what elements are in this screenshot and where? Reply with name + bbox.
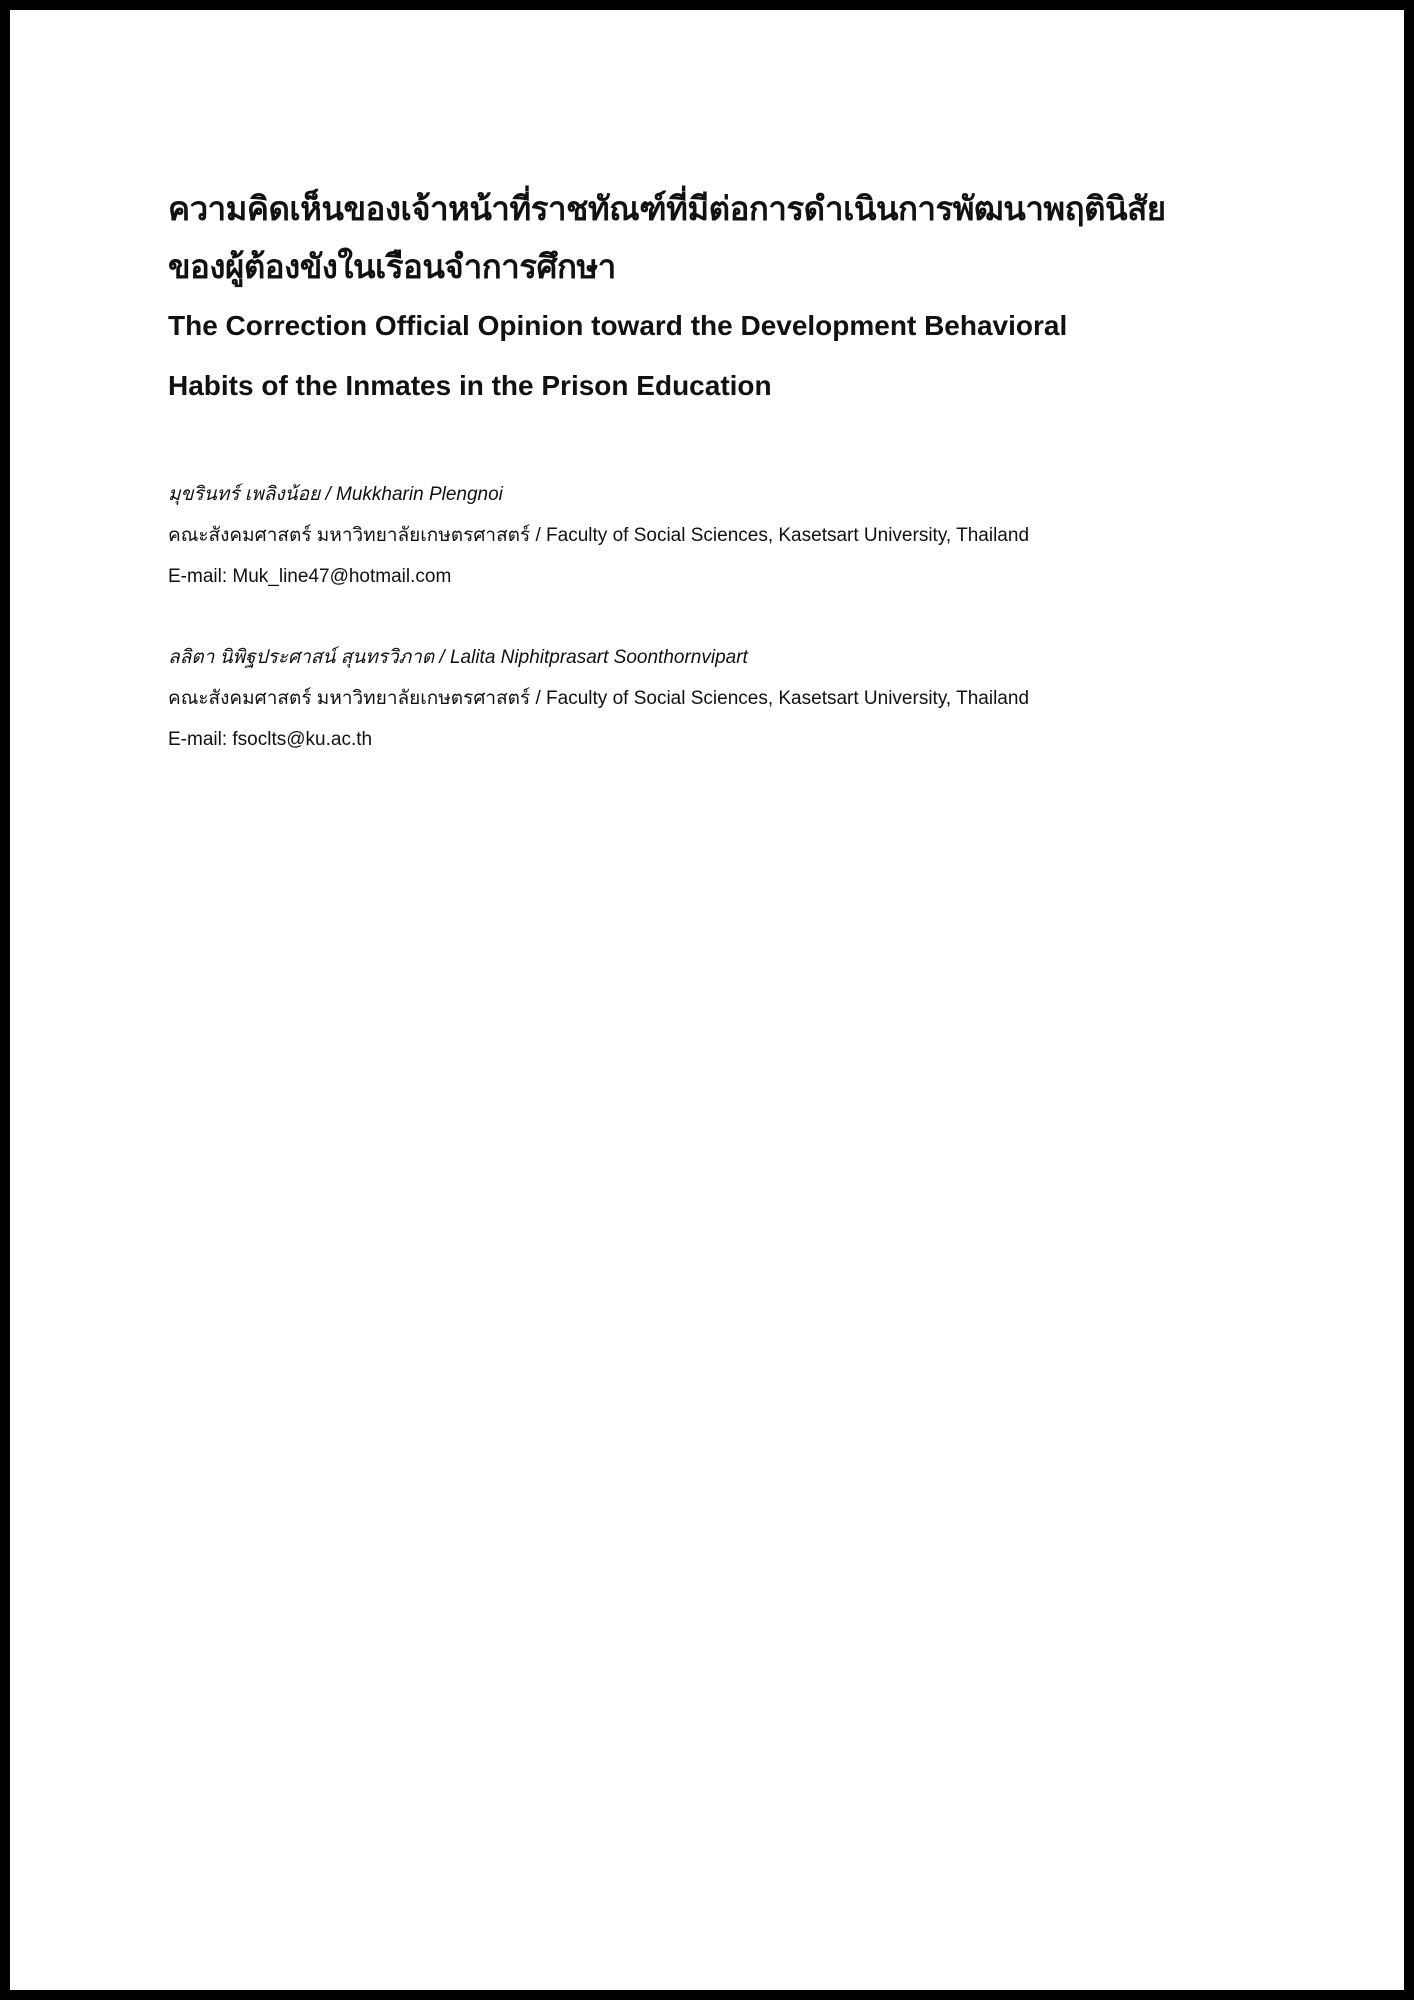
author-name: ลลิตา นิพิฐประศาสน์ สุนทรวิภาต / Lalita Niphitprasart Soonthornvipart [168,647,748,668]
paper-page [10,10,1404,1990]
thai-title-line-2: ของผู้ต้องขังในเรือนจำการศึกษา [168,247,616,286]
paper-header [168,180,1268,760]
english-title-line-1: The Correction Official Opinion toward the Development Behavioral [168,310,1068,341]
author-affiliation: คณะสังคมศาสตร์ มหาวิทยาลัยเกษตรศาสตร์ / Faculty of Social Sciences, Kasetsart University, Thailand [168,525,1030,546]
author-block-2 [168,637,1268,760]
english-title-line-2: Habits of the Inmates in the Prison Education [168,370,772,401]
author-email: E-mail: Muk_line47@hotmail.com [168,566,452,587]
author-affiliation: คณะสังคมศาสตร์ มหาวิทยาลัยเกษตรศาสตร์ / Faculty of Social Sciences, Kasetsart University, Thailand [168,688,1030,709]
author-block-1 [168,474,1268,597]
thai-title-line-1: ความคิดเห็นของเจ้าหน้าที่ราชทัณฑ์ที่มีต่อการดำเนินการพัฒนาพฤตินิสัย [168,189,1166,228]
thai-title [168,180,1268,296]
english-title [168,296,1268,416]
author-email: E-mail: fsoclts@ku.ac.th [168,729,373,750]
author-name: มุขรินทร์ เพลิงน้อย / Mukkharin Plengnoi [168,484,503,505]
